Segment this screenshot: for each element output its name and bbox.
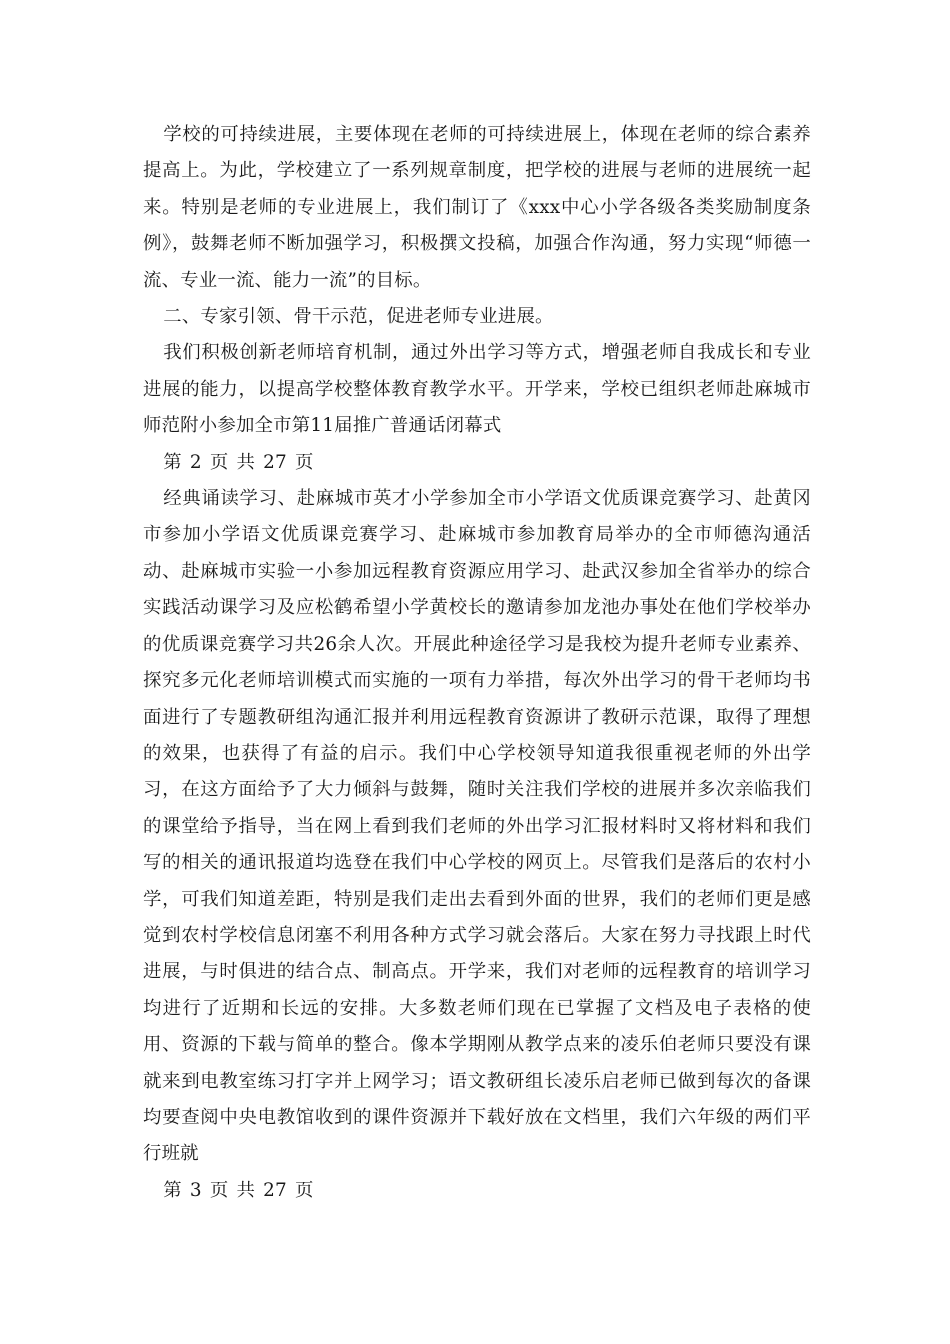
document-body [143, 117, 811, 1209]
paragraph-teacher-development: 学校的可持续进展，主要体现在老师的可持续进展上，体现在老师的综合素养提高上。为此，学校建立了一系列规章制度，把学校的进展与老师的进展统一起来。特别是老师的专业进展上，我们制订了《xxx中心小学各级各类奖励制度条例》，鼓舞老师不断加强学习，积极撰文投稿，加强合作沟通，努力实现“师德一流、专业一流、能力一流”的目标。 [143, 124, 811, 291]
page-footer-2: 第 2 页 共 27 页 [163, 451, 314, 473]
page-footer-3: 第 3 页 共 27 页 [163, 1179, 314, 1201]
section-heading-two: 二、专家引领、骨干示范，促进老师专业进展。 [163, 306, 554, 328]
paragraph-external-learning: 经典诵读学习、赴麻城市英才小学参加全市小学语文优质课竞赛学习、赴黄冈市参加小学语文优质课竞赛学习、赴麻城市参加教育局举办的全市师德沟通活动、赴麻城市实验一小参加远程教育资源应用学习、赴武汉参加全省举办的综合实践活动课学习及应松鹤希望小学黄校长的邀请参加龙池办事处在他们学校举办的优质课竞赛学习共26余人次。开展此种途径学习是我校为提升老师专业素养、探究多元化老师培训模式而实施的一项有力举措，每次外出学习的骨干老师均书面进行了专题教研组沟通汇报并利用远程教育资源讲了教研示范课，取得了理想的效果，也获得了有益的启示。我们中心学校领导知道我很重视老师的外出学习，在这方面给予了大力倾斜与鼓舞，随时关注我们学校的进展并多次亲临我们的课堂给予指导，当在网上看到我们老师的外出学习汇报材料时又将材料和我们写的相关的通讯报道均选登在我们中心学校的网页上。尽管我们是落后的农村小学，可我们知道差距，特别是我们走出去看到外面的世界，我们的老师们更是感觉到农村学校信息闭塞不利用各种方式学习就会落后。大家在努力寻找跟上时代进展，与时俱进的结合点、制高点。开学来，我们对老师的远程教育的培训学习均进行了近期和长远的安排。大多数老师们现在已掌握了文档及电子表格的使用、资源的下载与简单的整合。像本学期刚从教学点来的凌乐伯老师只要没有课就来到电教室练习打字并上网学习；语文教研组长凌乐启老师已做到每次的备课均要查阅中央电教馆收到的课件资源并下载好放在文档里，我们六年级的两们平行班就 [143, 488, 811, 1165]
paragraph-training-mechanism: 我们积极创新老师培育机制，通过外出学习等方式，增强老师自我成长和专业进展的能力，以提高学校整体教育教学水平。开学来，学校已组织老师赴麻城市师范附小参加全市第11届推广普通话闭幕式 [143, 342, 811, 437]
